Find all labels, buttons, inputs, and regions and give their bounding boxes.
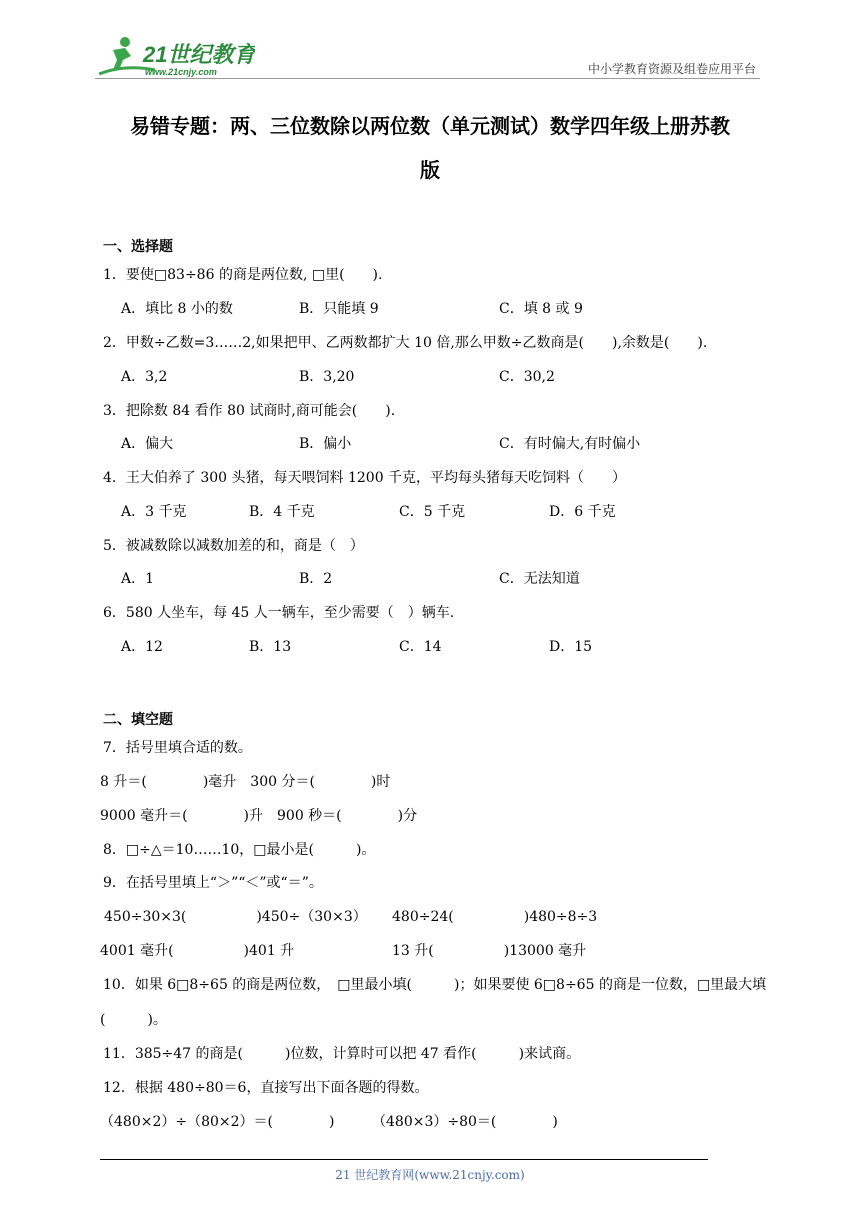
- question-line: 9000 毫升＝( )升 900 秒＝( )分: [100, 808, 418, 824]
- question-line: 480÷24( )480÷8÷3: [392, 909, 598, 925]
- option-c: C．30,2: [499, 369, 555, 385]
- question-line: 8 升＝( )毫升 300 分＝( )时: [100, 774, 391, 790]
- question-line: （480×2）÷（80×2）＝( ): [100, 1114, 335, 1130]
- option-b: B．只能填 9: [299, 301, 379, 317]
- question-line: 450÷30×3( )450÷（30×3）: [104, 909, 367, 925]
- site-logo: [95, 34, 255, 78]
- question-line: 13 升( )13000 毫升: [392, 943, 587, 959]
- logo-url: www.21cnjy.com: [145, 67, 217, 77]
- question-stem: 2．甲数÷乙数=3……2,如果把甲、乙两数都扩大 10 倍,那么甲数÷乙数商是( ),余数是( ).: [103, 335, 708, 351]
- option-b: B．13: [249, 639, 292, 655]
- question-line: 8．□÷△＝10……10，□最小是( )。: [103, 842, 376, 858]
- section-heading: 二、填空题: [103, 712, 173, 728]
- question-line: 4001 毫升( )401 升: [100, 943, 295, 959]
- option-d: D．6 千克: [549, 504, 616, 520]
- option-a: A．3 千克: [121, 504, 187, 520]
- question-stem: 4．王大伯养了 300 头猪，每天喂饲料 1200 千克，平均每头猪每天吃饲料（ ）: [103, 470, 627, 486]
- page-title-line2: 版: [420, 158, 440, 182]
- footer-divider: [100, 1159, 708, 1160]
- page-title-line1: 易错专题：两、三位数除以两位数（单元测试）数学四年级上册苏教: [130, 114, 730, 138]
- option-a: A．1: [121, 571, 155, 587]
- question-line: 7．括号里填合适的数。: [103, 740, 252, 756]
- option-b: B．3,20: [299, 369, 355, 385]
- option-c: C．有时偏大,有时偏小: [499, 436, 641, 452]
- question-line: ( )。: [100, 1012, 167, 1028]
- platform-name: 中小学教育资源及组卷应用平台: [587, 62, 756, 76]
- question-stem: 1．要使□83÷86 的商是两位数, □里( ).: [103, 267, 383, 283]
- option-b: B．4 千克: [249, 504, 315, 520]
- section-heading: 一、选择题: [103, 239, 173, 255]
- option-a: A．12: [121, 639, 163, 655]
- option-b: B．2: [299, 571, 333, 587]
- question-line: （480×3）÷80＝( ): [372, 1114, 558, 1130]
- question-stem: 5．被减数除以减数加差的和，商是（ ）: [103, 538, 364, 554]
- option-c: C．5 千克: [399, 504, 466, 520]
- runner-logo-icon: [95, 34, 255, 78]
- question-stem: 3．把除数 84 看作 80 试商时,商可能会( ).: [103, 403, 396, 419]
- option-c: C．填 8 或 9: [499, 301, 583, 317]
- option-d: D．15: [549, 639, 593, 655]
- option-a: A．3,2: [121, 369, 168, 385]
- question-stem: 6．580 人坐车，每 45 人一辆车，至少需要（ ）辆车.: [103, 605, 455, 621]
- question-line: 11．385÷47 的商是( )位数，计算时可以把 47 看作( )来试商。: [103, 1046, 581, 1062]
- option-a: A．偏大: [121, 436, 174, 452]
- logo-text: 21世纪教育: [143, 42, 255, 67]
- header-divider: [95, 78, 760, 79]
- option-c: C．无法知道: [499, 571, 580, 587]
- question-line: 10．如果 6□8÷65 的商是两位数， □里最小填( )；如果要使 6□8÷65 的商是一位数，□里最大填: [103, 977, 767, 993]
- question-line: 12．根据 480÷80＝6，直接写出下面各题的得数。: [103, 1080, 429, 1096]
- option-a: A．填比 8 小的数: [121, 301, 233, 317]
- option-b: B．偏小: [299, 436, 352, 452]
- footer-text: 21 世纪教育网(www.21cnjy.com): [335, 1168, 525, 1182]
- question-line: 9．在括号里填上“＞”“＜”或“＝”。: [103, 875, 323, 891]
- option-c: C．14: [399, 639, 442, 655]
